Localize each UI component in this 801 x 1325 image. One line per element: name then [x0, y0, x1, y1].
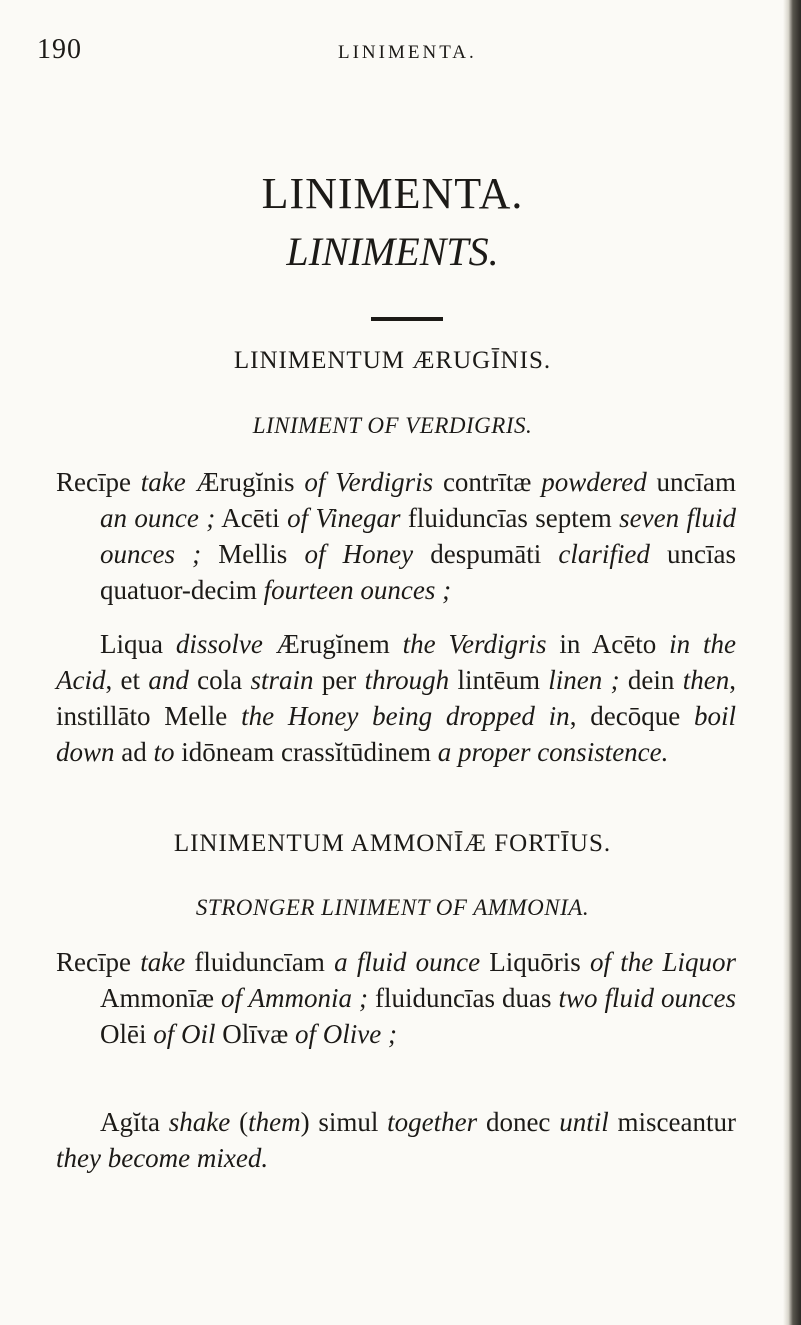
english-gloss: take [140, 947, 186, 977]
english-gloss: the Honey being dropped in [241, 701, 570, 731]
english-gloss: dissolve [175, 629, 263, 659]
english-gloss: and [148, 665, 189, 695]
english-gloss: of Oil [153, 1019, 216, 1049]
latin-text: misceantur [608, 1107, 736, 1137]
english-gloss: them [248, 1107, 301, 1137]
main-title: LINIMENTA. [261, 169, 524, 218]
latin-text: donec [477, 1107, 560, 1137]
section-subtitle-ammonia: STRONGER LINIMENT OF AMMONIA. [195, 895, 590, 920]
latin-text: Olīvæ [215, 1019, 296, 1049]
english-gloss: of the Liquor [590, 947, 737, 977]
latin-text: Olēi [100, 1019, 154, 1049]
running-title: LINIMENTA. [338, 42, 477, 63]
english-gloss: take [140, 467, 186, 497]
latin-text: in Acēto [546, 629, 670, 659]
english-gloss: linen ; [548, 665, 620, 695]
latin-text: Ammonīæ [100, 983, 222, 1013]
title-rule [371, 317, 443, 321]
latin-text: Liqua [100, 629, 176, 659]
english-gloss: then [682, 665, 730, 695]
latin-text: Liquōris [480, 947, 591, 977]
english-gloss: of Verdigris [304, 467, 434, 497]
latin-text: , instillāto Melle [56, 665, 736, 731]
page-edge-shadow [783, 0, 801, 1325]
english-gloss: of Honey [304, 539, 414, 569]
latin-text: , decōque [569, 701, 694, 731]
latin-text: , et [105, 665, 149, 695]
latin-text: dein [619, 665, 683, 695]
latin-text: Ærugĭnis [185, 467, 305, 497]
latin-text: fluiduncīas septem [400, 503, 620, 533]
paragraph [56, 464, 736, 608]
english-gloss: fourteen ounces ; [263, 575, 452, 605]
paragraph [56, 1104, 736, 1176]
page-number: 190 [37, 34, 82, 65]
latin-text: ( [230, 1107, 249, 1137]
english-gloss: to [153, 737, 175, 767]
english-gloss: of Olive ; [295, 1019, 397, 1049]
english-gloss: until [559, 1107, 609, 1137]
latin-text: lintēum [449, 665, 549, 695]
latin-text: cola [188, 665, 251, 695]
latin-text: Recīpe [56, 467, 141, 497]
latin-text: ) simul [300, 1107, 388, 1137]
english-gloss: seven fluid ounces ; [100, 503, 737, 569]
latin-text: fluiduncīam [185, 947, 335, 977]
english-gloss: an ounce ; [100, 503, 216, 533]
latin-text: Ærugĭnem [262, 629, 403, 659]
english-gloss: two fluid ounces [558, 983, 736, 1013]
latin-text: Mellis [201, 539, 305, 569]
english-gloss: of Vinegar [287, 503, 401, 533]
english-gloss: the Verdigris [402, 629, 547, 659]
english-gloss: strain [250, 665, 314, 695]
latin-text: contrītæ [433, 467, 542, 497]
latin-text: ad [114, 737, 154, 767]
latin-text: fluiduncīas duas [368, 983, 559, 1013]
paragraph [56, 944, 736, 1052]
english-gloss: they become mixed. [56, 1143, 269, 1173]
english-gloss: shake [168, 1107, 231, 1137]
latin-text: Acēti [215, 503, 288, 533]
english-gloss: a proper consistence. [437, 737, 669, 767]
section-title-ammonia: LINIMENTUM AMMONĪÆ FORTĪUS. [173, 830, 612, 857]
english-gloss: boil down [56, 701, 736, 767]
english-gloss: a fluid ounce [334, 947, 481, 977]
english-gloss: clarified [558, 539, 650, 569]
english-gloss: of Ammonia ; [221, 983, 369, 1013]
section-subtitle-verdigris: LINIMENT OF VERDIGRIS. [252, 413, 533, 438]
latin-text: uncīas quatuor-decim [100, 539, 736, 605]
latin-text: Agĭta [100, 1107, 169, 1137]
latin-text: despumāti [413, 539, 559, 569]
english-gloss: powdered [541, 467, 647, 497]
english-gloss: together [387, 1107, 478, 1137]
section-title-verdigris: LINIMENTUM ÆRUGĪNIS. [233, 347, 552, 374]
paragraph [56, 626, 736, 770]
english-gloss: in the Acid [56, 629, 736, 695]
main-subtitle: LINIMENTS. [286, 229, 499, 274]
latin-text: per [313, 665, 365, 695]
english-gloss: through [364, 665, 450, 695]
latin-text: idōneam crassĭtūdinem [174, 737, 438, 767]
running-head [0, 30, 801, 70]
latin-text: Recīpe [56, 947, 141, 977]
latin-text: uncīam [646, 467, 736, 497]
